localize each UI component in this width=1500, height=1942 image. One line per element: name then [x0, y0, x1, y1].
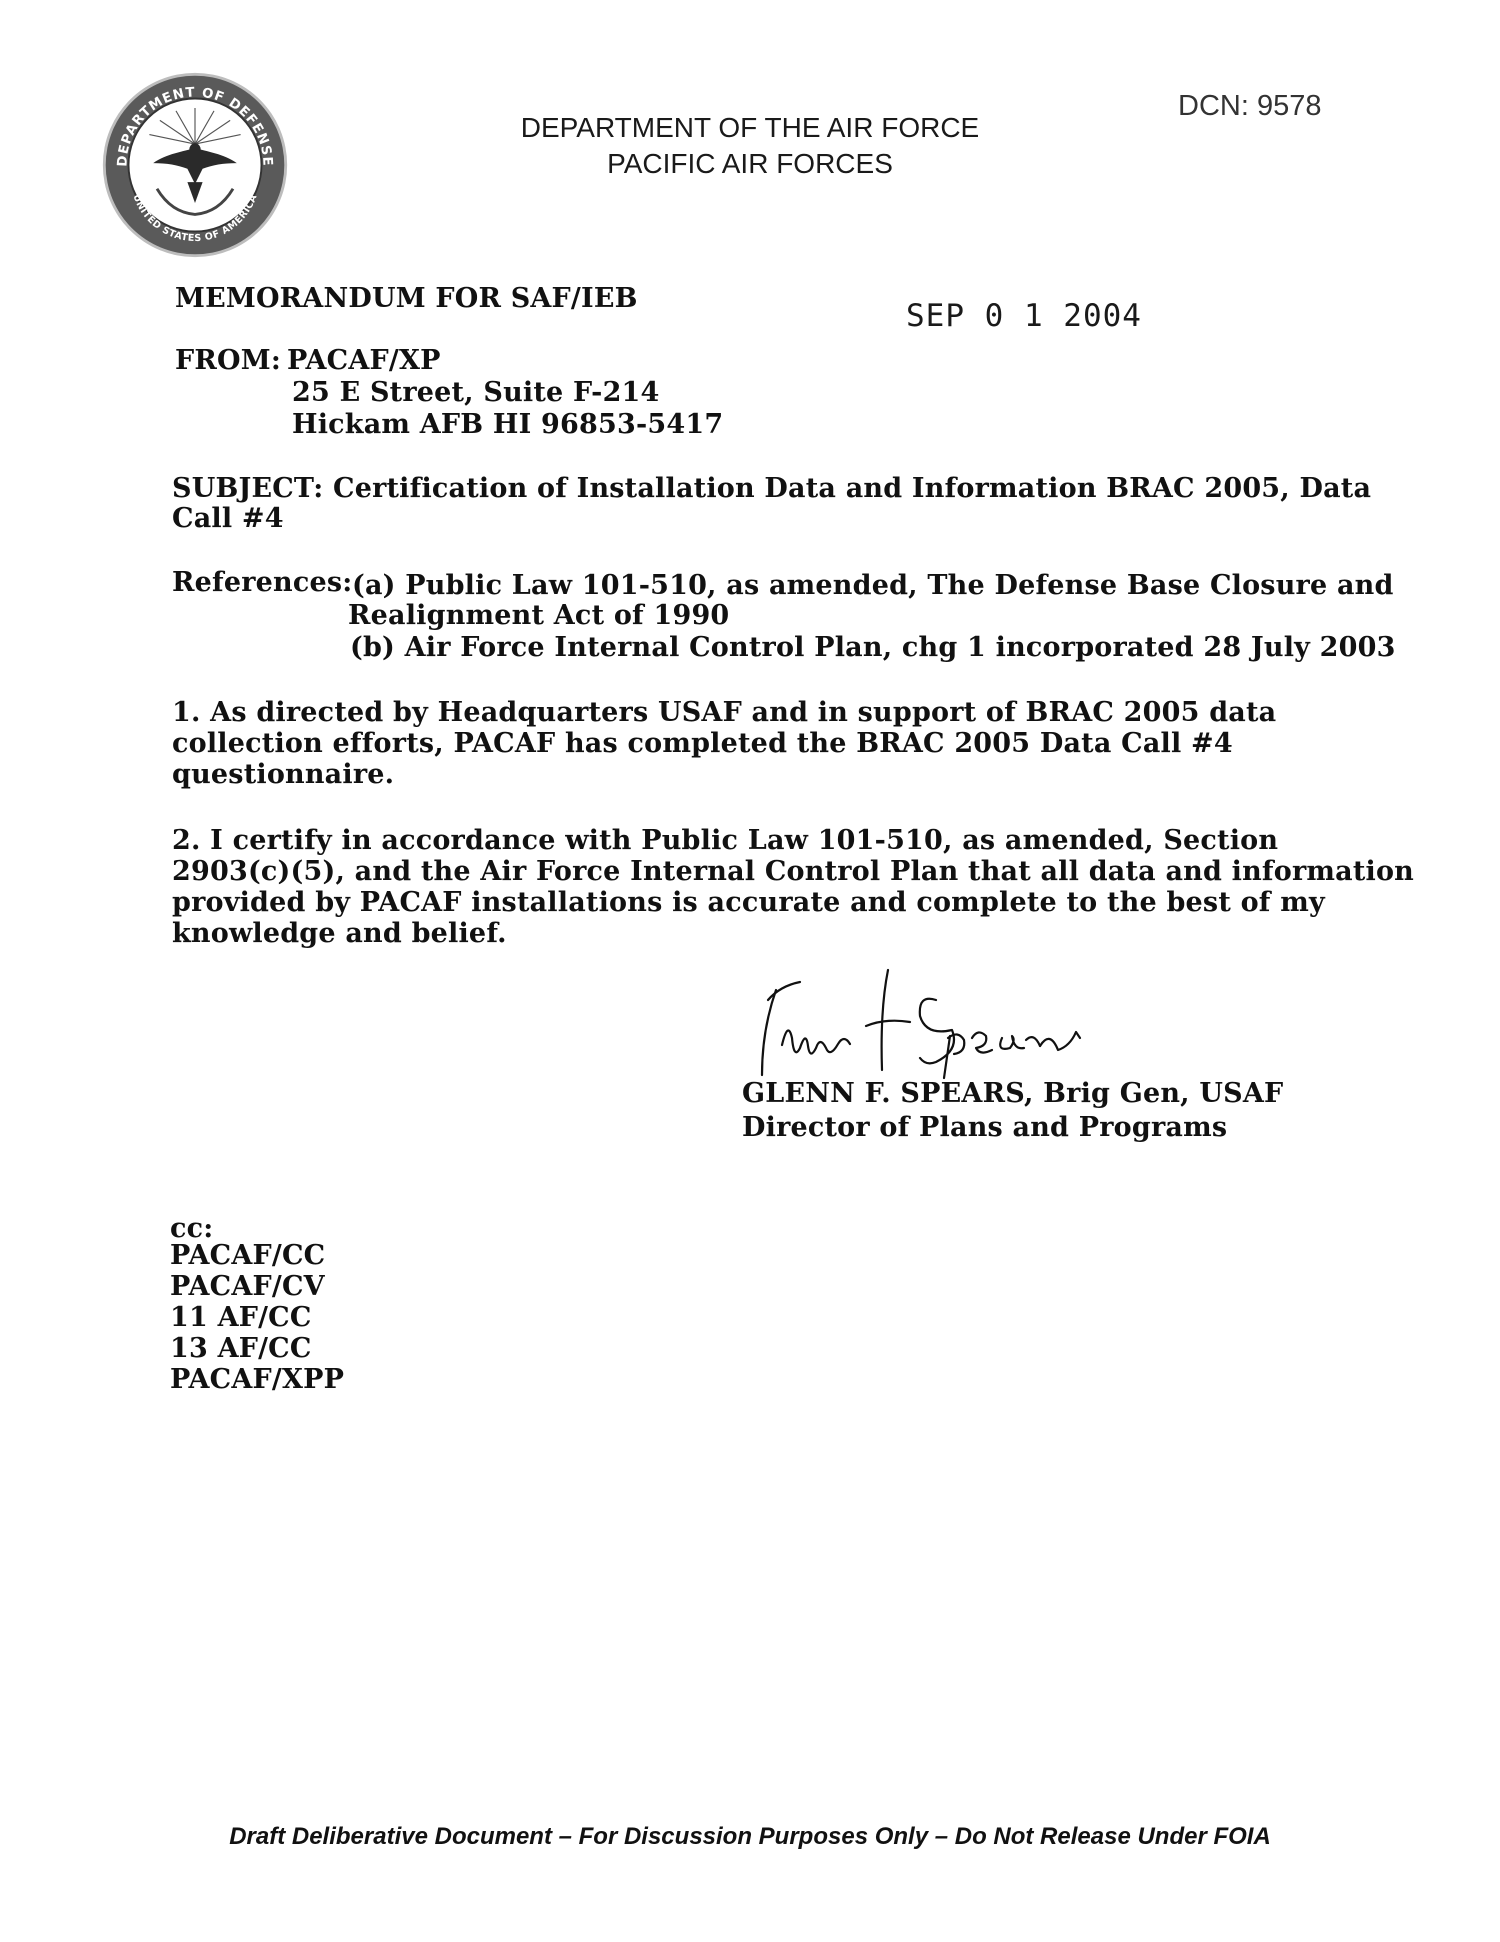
date-stamp: SEP 0 1 2004: [906, 298, 1142, 334]
dod-seal-image: [100, 70, 290, 260]
paragraph-2-line-1: 2. I certify in accordance with Public Law 101-510, as amended, Section: [172, 825, 1279, 856]
from-address-line-2: Hickam AFB HI 96853-5417: [292, 409, 724, 440]
subject-line-1: SUBJECT: Certification of Installation Data and Information BRAC 2005, Data: [172, 473, 1372, 504]
seal-bottom-text: UNITED STATES OF AMERICA: [130, 192, 260, 245]
from-org: PACAF/XP: [287, 345, 441, 376]
document-control-number: DCN: 9578: [1178, 90, 1322, 122]
paragraph-2-line-2: 2903(c)(5), and the Air Force Internal Control Plan that all data and information: [172, 856, 1415, 887]
cc-item: PACAF/CV: [170, 1271, 325, 1302]
memorandum-for: MEMORANDUM FOR SAF/IEB: [175, 283, 638, 314]
cc-item: PACAF/XPP: [170, 1364, 345, 1395]
from-address-line-1: 25 E Street, Suite F-214: [292, 377, 660, 408]
reference-b-line-1: (b) Air Force Internal Control Plan, chg 1 incorporated 28 July 2003: [350, 632, 1396, 663]
reference-a-line-2: Realignment Act of 1990: [348, 600, 730, 631]
subject-line-2: Call #4: [172, 503, 284, 534]
references-label: References:: [172, 567, 353, 598]
paragraph-2-line-3: provided by PACAF installations is accurate and complete to the best of my: [172, 887, 1325, 918]
letterhead-line-2: PACIFIC AIR FORCES: [607, 148, 893, 179]
cc-item: 13 AF/CC: [170, 1333, 312, 1364]
paragraph-2-line-4: knowledge and belief.: [172, 918, 507, 949]
from-label: FROM:: [175, 345, 281, 376]
paragraph-1-line-1: 1. As directed by Headquarters USAF and in support of BRAC 2005 data: [172, 697, 1277, 728]
cc-item: 11 AF/CC: [170, 1302, 312, 1333]
reference-a-line-1: (a) Public Law 101-510, as amended, The Defense Base Closure and: [352, 570, 1394, 601]
signer-title-line: Director of Plans and Programs: [742, 1112, 1228, 1143]
paragraph-1-line-2: collection efforts, PACAF has completed the BRAC 2005 Data Call #4: [172, 728, 1233, 759]
signer-name-line: GLENN F. SPEARS, Brig Gen, USAF: [742, 1078, 1284, 1109]
cc-item: PACAF/CC: [170, 1240, 326, 1271]
deliberative-document-footer: Draft Deliberative Document – For Discussion Purposes Only – Do Not Release Under FOIA: [229, 1823, 1271, 1850]
cc-label: cc:: [170, 1213, 214, 1244]
letterhead-line-1: DEPARTMENT OF THE AIR FORCE: [520, 112, 980, 143]
paragraph-1-line-3: questionnaire.: [172, 759, 395, 790]
seal-top-text: DEPARTMENT OF DEFENSE: [115, 85, 275, 168]
handwritten-signature: [740, 960, 1170, 1080]
